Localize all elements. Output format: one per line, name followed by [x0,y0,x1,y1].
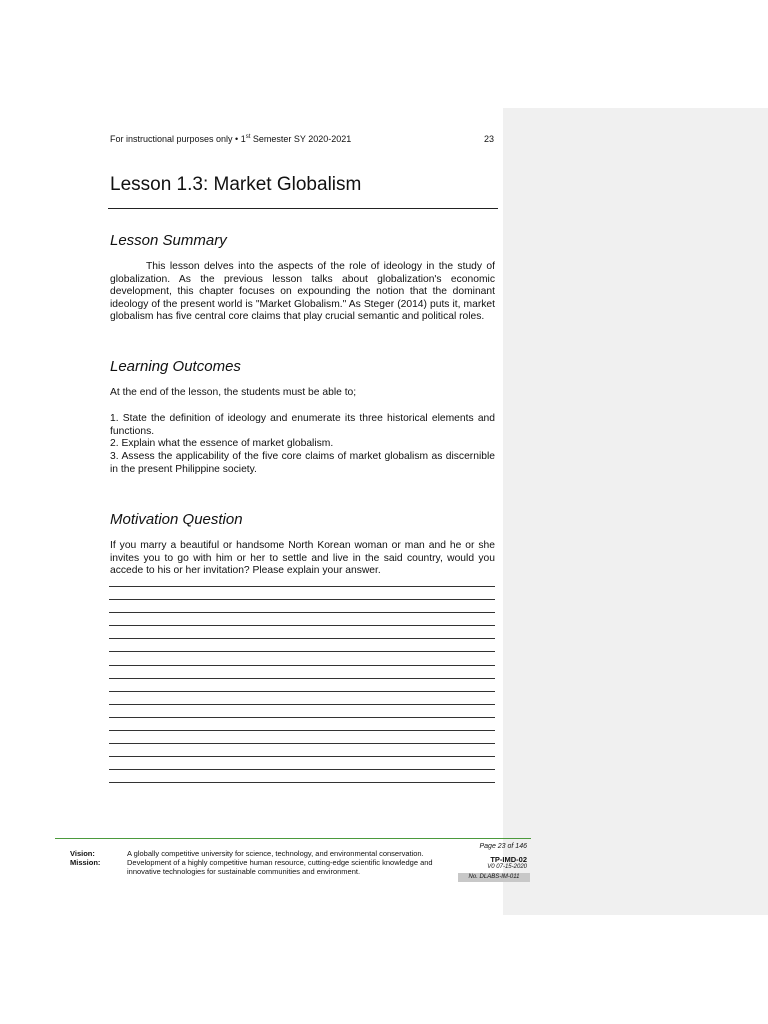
form-code: TP-IMD-02 [490,855,527,864]
lesson-summary-body: This lesson delves into the aspects of the role of ideology in the study of globalization. As the previous lesson talks about globalization's economic development, this chapter focuses on expounding the notion that the dominant ideology of the present world is "Market Globalism." As Steger (2014) puts it, market globalism has five central core claims that play crucial semantic and political roles. [110,261,495,322]
page-title: Lesson 1.3: Market Globalism [110,174,362,195]
document-number: No. DLABS-IM-011 [458,873,530,882]
lesson-summary-heading: Lesson Summary [110,232,227,249]
outcomes-intro: At the end of the lesson, the students must be able to; [110,387,357,398]
form-version: V0 07-15-2020 [487,864,527,870]
answer-line [109,678,495,679]
vision-text: A globally competitive university for science, technology, and environmental conservation. [127,849,424,858]
footer-divider [55,838,531,839]
answer-line [109,638,495,639]
outcome-item-2: 2. Explain what the essence of market globalism. [110,438,334,449]
answer-line [109,665,495,666]
answer-lines [109,586,495,796]
learning-outcomes-heading: Learning Outcomes [110,358,241,375]
mission-text: Development of a highly competitive human resource, cutting-edge scientific knowledge and innovative technologies for sustainable communities and environment. [127,858,433,876]
answer-line [109,586,495,587]
answer-line [109,691,495,692]
outcome-item-3: 3. Assess the applicability of the five core claims of market globalism as discernible in the present Philippine society. [110,451,495,475]
answer-line [109,743,495,744]
answer-line [109,730,495,731]
answer-line [109,782,495,783]
answer-line [109,756,495,757]
vision-label: Vision: [70,849,95,858]
header-text: For instructional purposes only • 1st Semester SY 2020-2021 [110,134,352,144]
answer-line [109,599,495,600]
header-page-number: 23 [483,134,494,144]
answer-line [109,717,495,718]
motivation-question-heading: Motivation Question [110,511,243,528]
motivation-question-text: If you marry a beautiful or handsome North Korean woman or man and he or she invites you to go with him or her to settle and live in the said country, would you accede to his or her invitation? Please explain your answer. [110,540,495,576]
title-divider [108,208,498,209]
answer-line [109,625,495,626]
answer-line [109,612,495,613]
answer-line [109,769,495,770]
gray-margin-panel [503,108,768,915]
outcome-item-1: 1. State the definition of ideology and enumerate its three historical elements and functions. [110,413,495,437]
footer-page-count: Page 23 of 146 [479,843,527,850]
answer-line [109,704,495,705]
mission-label: Mission: [70,858,101,867]
answer-line [109,651,495,652]
